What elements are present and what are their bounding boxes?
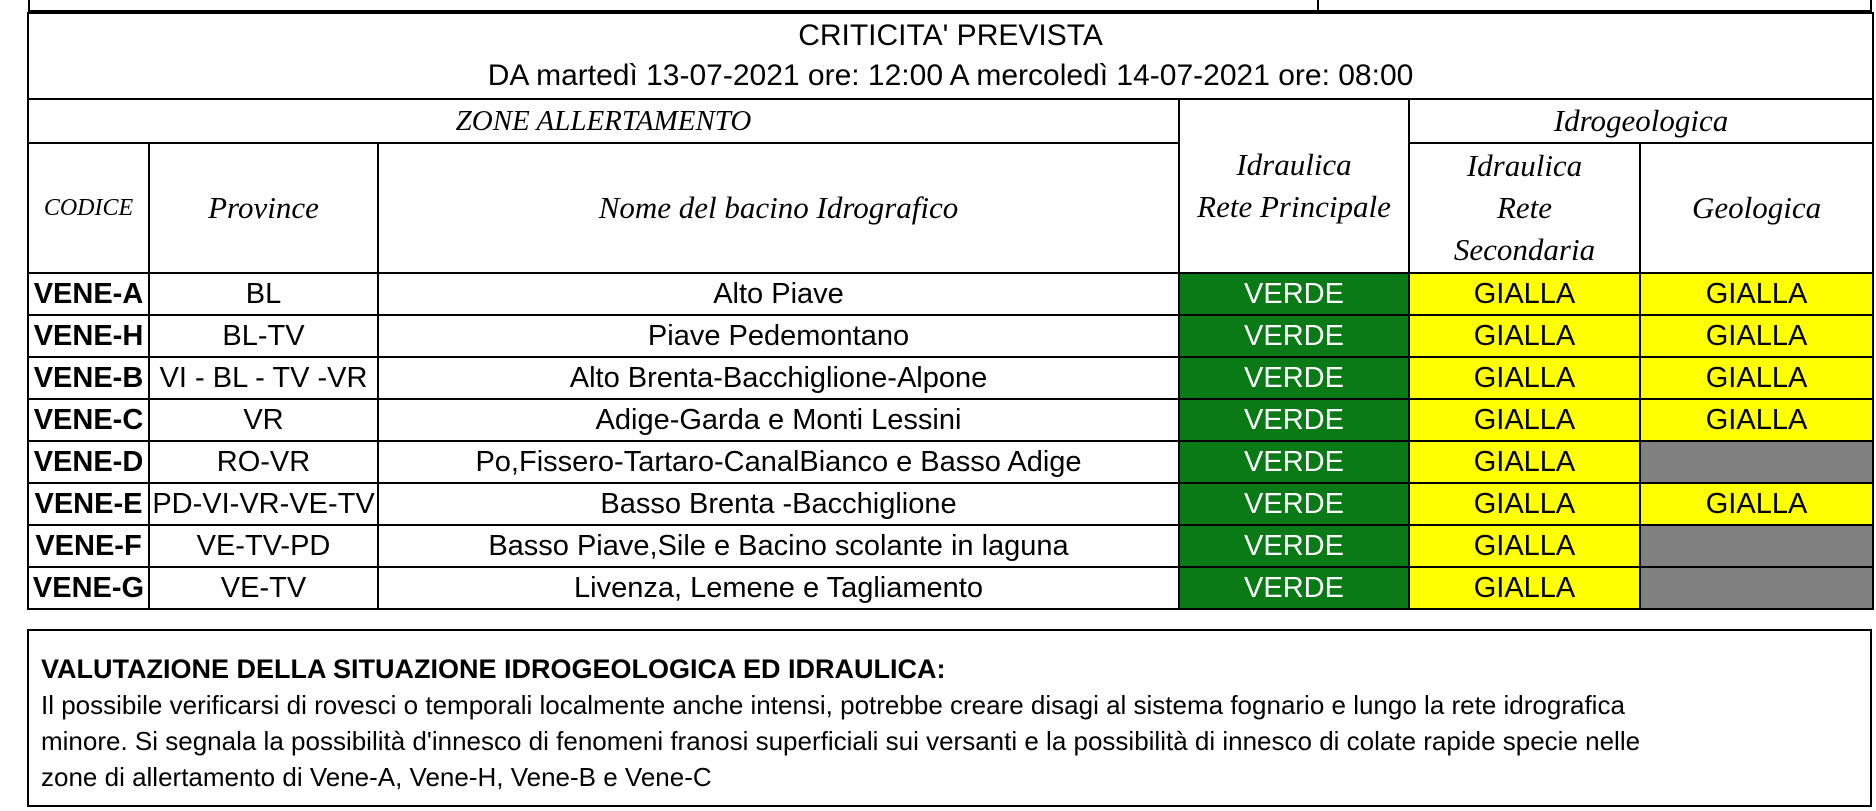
rete-secondaria-header-line2: Rete (1496, 190, 1553, 225)
zone-bacino: Piave Pedemontano (378, 315, 1179, 357)
valutazione-line: minore. Si segnala la possibilità d'innesco di fenomeni franosi superficiali sui versanti e la possibilità di innesco di colate rapide specie nelle (41, 726, 1641, 756)
idrogeologica-header: Idrogeologica (1409, 99, 1873, 143)
valutazione-title: VALUTAZIONE DELLA SITUAZIONE IDROGEOLOGICA ED IDRAULICA: (41, 654, 946, 684)
geologica-level: GIALLA (1640, 483, 1873, 525)
top-frame-edge (28, 0, 1872, 12)
zone-code: VENE-E (28, 483, 149, 525)
zone-province: BL (149, 273, 378, 315)
zone-code: VENE-D (28, 441, 149, 483)
table-row (28, 483, 1873, 525)
rete-principale-header-line2: Rete Principale (1197, 189, 1391, 224)
principale-level: VERDE (1179, 483, 1409, 525)
zone-code: VENE-C (28, 399, 149, 441)
zone-bacino: Basso Piave,Sile e Bacino scolante in laguna (378, 525, 1179, 567)
geologica-level: GIALLA (1640, 399, 1873, 441)
valutazione-box (27, 629, 1872, 807)
title-cell (28, 13, 1873, 99)
top-frame-divider (1317, 0, 1319, 10)
principale-level: VERDE (1179, 567, 1409, 609)
zone-province: VI - BL - TV -VR (149, 357, 378, 399)
zone-allertamento-header: ZONE ALLERTAMENTO (28, 99, 1179, 143)
principale-level: VERDE (1179, 399, 1409, 441)
principale-level: VERDE (1179, 357, 1409, 399)
secondaria-level: GIALLA (1409, 483, 1640, 525)
zone-code: VENE-G (28, 567, 149, 609)
secondaria-level: GIALLA (1409, 441, 1640, 483)
zone-bacino: Livenza, Lemene e Tagliamento (378, 567, 1179, 609)
province-header: Province (149, 143, 378, 273)
table-row (28, 273, 1873, 315)
table-row (28, 357, 1873, 399)
zone-province: RO-VR (149, 441, 378, 483)
rete-secondaria-header (1409, 143, 1640, 273)
zone-bacino: Basso Brenta -Bacchiglione (378, 483, 1179, 525)
principale-level: VERDE (1179, 315, 1409, 357)
zone-province: VR (149, 399, 378, 441)
geologica-level: GIALLA (1640, 357, 1873, 399)
table-row (28, 399, 1873, 441)
zone-bacino: Adige-Garda e Monti Lessini (378, 399, 1179, 441)
zone-code: VENE-H (28, 315, 149, 357)
zone-province: VE-TV (149, 567, 378, 609)
secondaria-level: GIALLA (1409, 357, 1640, 399)
zone-province: BL-TV (149, 315, 378, 357)
principale-level: VERDE (1179, 525, 1409, 567)
secondaria-level: GIALLA (1409, 315, 1640, 357)
rete-secondaria-header-line1: Idraulica (1466, 148, 1583, 183)
table-row (28, 525, 1873, 567)
page-title: CRITICITA' PREVISTA (798, 19, 1103, 52)
table-row (28, 567, 1873, 609)
geologica-level-na (1640, 525, 1873, 567)
secondaria-level: GIALLA (1409, 567, 1640, 609)
secondaria-level: GIALLA (1409, 273, 1640, 315)
valutazione-line: Il possibile verificarsi di rovesci o temporali localmente anche intensi, potrebbe creare disagi al sistema fognario e lungo la rete idrografica (41, 690, 1625, 720)
table-row (28, 315, 1873, 357)
geologica-level-na (1640, 441, 1873, 483)
zone-code: VENE-B (28, 357, 149, 399)
rete-principale-header (1179, 99, 1409, 273)
zone-bacino: Alto Brenta-Bacchiglione-Alpone (378, 357, 1179, 399)
rete-principale-header-line1: Idraulica (1236, 147, 1352, 182)
table-row (28, 441, 1873, 483)
zone-code: VENE-A (28, 273, 149, 315)
geologica-header: Geologica (1640, 143, 1873, 273)
valutazione-line: zone di allertamento di Vene-A, Vene-H, Vene-B e Vene-C (41, 762, 712, 792)
secondaria-level: GIALLA (1409, 399, 1640, 441)
zone-province: VE-TV-PD (149, 525, 378, 567)
zone-bacino: Po,Fissero-Tartaro-CanalBianco e Basso Adige (378, 441, 1179, 483)
geologica-level-na (1640, 567, 1873, 609)
principale-level: VERDE (1179, 441, 1409, 483)
criticita-table (27, 12, 1874, 610)
zone-code: VENE-F (28, 525, 149, 567)
geologica-level: GIALLA (1640, 315, 1873, 357)
rete-secondaria-header-line3: Secondaria (1453, 232, 1596, 267)
bacino-header: Nome del bacino Idrografico (378, 143, 1179, 273)
secondaria-level: GIALLA (1409, 525, 1640, 567)
period-text: DA martedì 13-07-2021 ore: 12:00 A mercoledì 14-07-2021 ore: 08:00 (487, 59, 1414, 92)
principale-level: VERDE (1179, 273, 1409, 315)
zone-bacino: Alto Piave (378, 273, 1179, 315)
geologica-level: GIALLA (1640, 273, 1873, 315)
zone-province: PD-VI-VR-VE-TV (149, 483, 378, 525)
codice-header: CODICE (28, 143, 149, 273)
